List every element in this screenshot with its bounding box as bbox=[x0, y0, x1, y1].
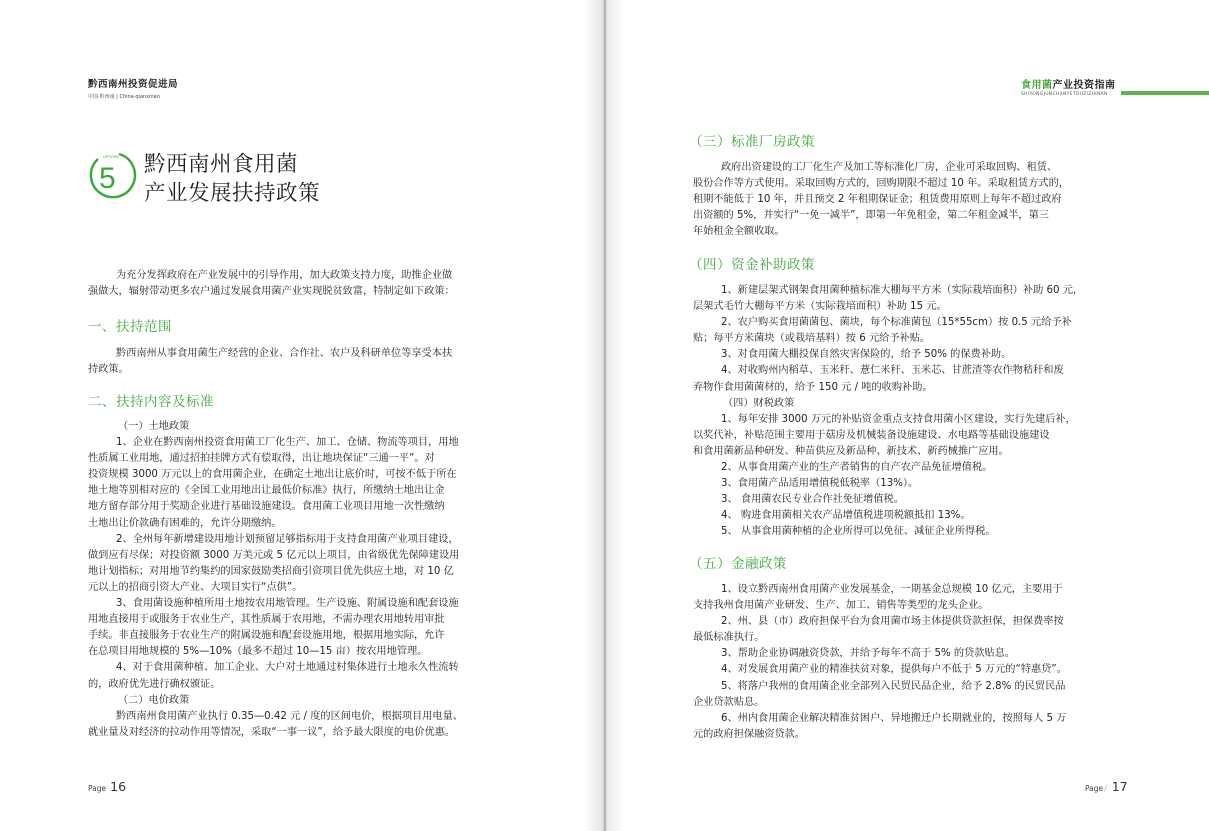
chapter-number: 5 bbox=[99, 162, 116, 195]
text-line: 投资规模 3000 万元以上的食用菌企业，在确定土地出让底价时，可按不低于所在 bbox=[88, 469, 457, 481]
text-line: 的，政府优先进行确权颁证。 bbox=[88, 678, 221, 690]
text-line: 3、食用菌设施种植所用土地按农用地管理。生产设施、附属设施和配套设施 bbox=[116, 598, 459, 610]
subheading-tax-policy: （四）财税政策 bbox=[723, 397, 795, 409]
text-line: 1、设立黔西南州食用菌产业发展基金，一期基金总规模 10 亿元，主要用于 bbox=[721, 584, 1063, 595]
text-line: 和食用菌新品种研发、种苗供应及新品种、新技术、新药械推广应用。 bbox=[693, 445, 1009, 457]
text-line: 持政策。 bbox=[88, 364, 129, 376]
text-line: 土地出让价款确有困难的，允许分期缴纳。 bbox=[88, 517, 282, 529]
page-number-left bbox=[88, 779, 126, 794]
text-line: 用地直接用于或服务于农业生产，其性质属于农用地，不需办理农用地转用审批 bbox=[88, 614, 445, 626]
text-line: 做到应有尽保；对投资额 3000 万美元或 5 亿元以上项目，由省级优先保障建设用 bbox=[88, 549, 460, 561]
text-line: 元的政府担保融资贷款。 bbox=[693, 728, 806, 740]
text-line: 性质属工业用地，通过招拍挂牌方式有偿取得，出让地块保证“三通一平”。对 bbox=[88, 453, 435, 465]
text-line: 3、食用菌产品适用增值税低税率（13%）。 bbox=[721, 478, 919, 490]
text-line: 3、对食用菌大棚投保自然灾害保险的，给予 50% 的保费补助。 bbox=[721, 349, 1012, 361]
text-line: 4、对于食用菌种植、加工企业、大户对土地通过村集体进行土地永久性流转 bbox=[116, 662, 459, 674]
text-line: 弃物作食用菌菌材的，给予 150 元 / 吨的收购补助。 bbox=[693, 381, 933, 393]
text-line: 最低标准执行。 bbox=[693, 632, 765, 644]
text-line: 政府出资建设的工厂化生产及加工等标准化厂房，企业可采取回购、租赁、 bbox=[721, 162, 1058, 173]
text-line: 层架式毛竹大棚每平方米（实际栽培面积）补助 15 元。 bbox=[693, 301, 947, 313]
chapter-title bbox=[144, 150, 320, 208]
text-line: 股份合作等方式使用。采取回购方式的，回购期限不超过 10 年。采取租赁方式的， bbox=[693, 178, 1069, 190]
text-line: 3、 食用菌农民专业合作社免征增值税。 bbox=[721, 494, 904, 506]
chapter-title-line2: 产业发展扶持政策 bbox=[144, 181, 321, 206]
section-subsidy-text bbox=[693, 283, 1083, 541]
chapter-number-label: OPTIONS bbox=[103, 155, 119, 159]
section-heading-content: 二、扶持内容及标准 bbox=[88, 394, 214, 410]
text-line: 就业量及对经济的拉动作用等情况，采取“一事一议”，给予最大限度的电价优惠。 bbox=[88, 726, 456, 738]
text-line: 2、州、县（市）政府担保平台为食用菌市场主体提供贷款担保，担保费率按 bbox=[721, 616, 1064, 628]
subheading-land-policy: （一）土地政策 bbox=[118, 421, 190, 432]
text-line: 4、 购进食用菌相关农产品增值税进项税额抵扣 13%。 bbox=[721, 510, 971, 522]
page-number-right bbox=[1085, 779, 1128, 794]
subheading-electricity-policy: （二）电价政策 bbox=[118, 694, 190, 706]
text-line: 2、从事食用菌产业的生产者销售的自产农产品免征增值税。 bbox=[721, 462, 993, 474]
text-line: 元以上的招商引资大产业、大项目实行“点供”。 bbox=[88, 581, 303, 593]
text-line: 黔西南州食用菌产业执行 0.35—0.42 元 / 度的区间电价，根据项目用电量、 bbox=[116, 710, 463, 722]
intro-paragraph bbox=[88, 268, 455, 300]
text-line: 5、 从事食用菌种植的企业所得可以免征、减征企业所得税。 bbox=[721, 526, 996, 538]
right-page bbox=[606, 0, 1209, 831]
text-line: 贴；每平方米菌块（或栽培基料）按 6 元给予补贴。 bbox=[693, 333, 931, 345]
left-header-subtitle: 中国·黔西南 | China·qianxinan bbox=[88, 94, 160, 100]
section-heading-scope: 一、扶持范围 bbox=[88, 319, 172, 335]
right-header-title-rest: 产业投资指南 bbox=[1052, 80, 1116, 91]
text-line: 黔西南州从事食用菌生产经营的企业、合作社、农户及科研单位等享受本扶 bbox=[116, 348, 453, 359]
text-line: 1、新建层架式钢架食用菌种植标准大棚每平方米（实际栽培面积）补助 60 元， bbox=[721, 285, 1084, 296]
text-line: 1、企业在黔西南州投资食用菌工厂化生产、加工、仓储、物流等项目，用地 bbox=[116, 437, 459, 449]
left-header-title: 黔西南州投资促进局 bbox=[88, 79, 179, 90]
text-line: 6、州内食用菌企业解决精准贫困户、异地搬迁户长期就业的，按照每人 5 万 bbox=[721, 712, 1067, 724]
text-line: 手续。非直接服务于农业生产的附属设施和配套设施用地，根据用地实际，允许 bbox=[88, 630, 445, 642]
section-heading-finance: （五）金融政策 bbox=[689, 556, 787, 572]
right-header-title-accent: 食用菌 bbox=[1021, 80, 1053, 91]
text-line: 年始租金全额收取。 bbox=[693, 226, 785, 238]
text-line: 2、农户购买食用菌菌包、菌块，每个标准菌包（15*55cm）按 0.5 元给予补 bbox=[721, 317, 1072, 329]
intro-line: 为充分发挥政府在产业发展中的引导作用，加大政策支持力度，助推企业做 bbox=[116, 270, 453, 281]
section-factory-text bbox=[693, 160, 1069, 240]
text-line: 租期不能低于 10 年，并且预交 2 年租期保证金；租赁费用原则上每年不超过政府 bbox=[693, 194, 1062, 206]
text-line: 在总项目用地规模的 5%—10%（最多不超过 10—15 亩）按农用地管理。 bbox=[88, 646, 428, 658]
page-number: 17 bbox=[1111, 779, 1128, 794]
page-number: 16 bbox=[110, 779, 127, 794]
text-line: 5、将落户我州的食用菌企业全部列入民贸民品企业，给予 2.8% 的民贸民品 bbox=[721, 680, 1066, 692]
section-content-text bbox=[88, 419, 463, 741]
page-label: Page bbox=[1085, 784, 1104, 793]
chapter-title-line1: 黔西南州食用菌 bbox=[144, 152, 299, 177]
text-line: 地土地等别相对应的《全国工业用地出让最低价标准》执行，所缴纳土地出让金 bbox=[88, 485, 445, 497]
text-line: 出资额的 5%，并实行“一免一减半”，即第一年免租金，第二年租金减半，第三 bbox=[693, 210, 1049, 222]
text-line: 4、对收购州内稻草、玉米秆、薏仁米秆、玉米芯、甘蔗渣等农作物秸秆和废 bbox=[721, 365, 1064, 377]
text-line: 地方留存部分用于奖励企业进行基础设施建设。食用菌工业项目用地一次性缴纳 bbox=[88, 501, 445, 513]
text-line: 企业贷款贴息。 bbox=[693, 696, 765, 708]
chapter-number-icon bbox=[88, 150, 138, 202]
page-label: Page bbox=[88, 784, 107, 793]
section-heading-subsidy: （四）资金补助政策 bbox=[689, 257, 815, 273]
page-separator: / bbox=[1104, 784, 1107, 793]
text-line: 地计划指标；对用地节约集约的国家鼓励类招商引资项目优先供应土地，对 10 亿 bbox=[88, 565, 454, 577]
right-header-title bbox=[1021, 76, 1209, 91]
right-header-brand bbox=[1021, 76, 1209, 97]
text-line: 3、帮助企业协调融资贷款，并给予每年不高于 5% 的贷款贴息。 bbox=[721, 648, 1015, 660]
intro-line: 强做大，辐射带动更多农户通过发展食用菌产业实现脱贫致富，特制定如下政策： bbox=[88, 286, 455, 298]
text-line: 支持我州食用菌产业研发、生产、加工、销售等类型的龙头企业。 bbox=[693, 600, 989, 612]
section-heading-factory: （三）标准厂房政策 bbox=[689, 134, 815, 150]
header-accent-bar bbox=[1121, 91, 1209, 95]
right-header-subtitle: SHIYONGJUNCHANYETOUZIZHINAN bbox=[1021, 92, 1108, 97]
text-line: 4、对发展食用菌产业的精准扶贫对象，提供每户不低于 5 万元的“特惠贷”。 bbox=[721, 664, 1067, 676]
section-scope-text bbox=[88, 346, 452, 378]
left-page bbox=[0, 0, 604, 831]
text-line: 1、每年安排 3000 万元的补贴资金重点支持食用菌小区建设，实行先建后补， bbox=[721, 413, 1076, 425]
text-line: 以奖代补，补贴范围主要用于菇房及机械装备设施建设、水电路等基础设施建设 bbox=[693, 429, 1050, 441]
text-line: 2、全州每年新增建设用地计划预留足够指标用于支持食用菌产业项目建设， bbox=[116, 533, 459, 545]
section-finance-text bbox=[693, 582, 1067, 743]
left-header-brand bbox=[88, 76, 178, 100]
